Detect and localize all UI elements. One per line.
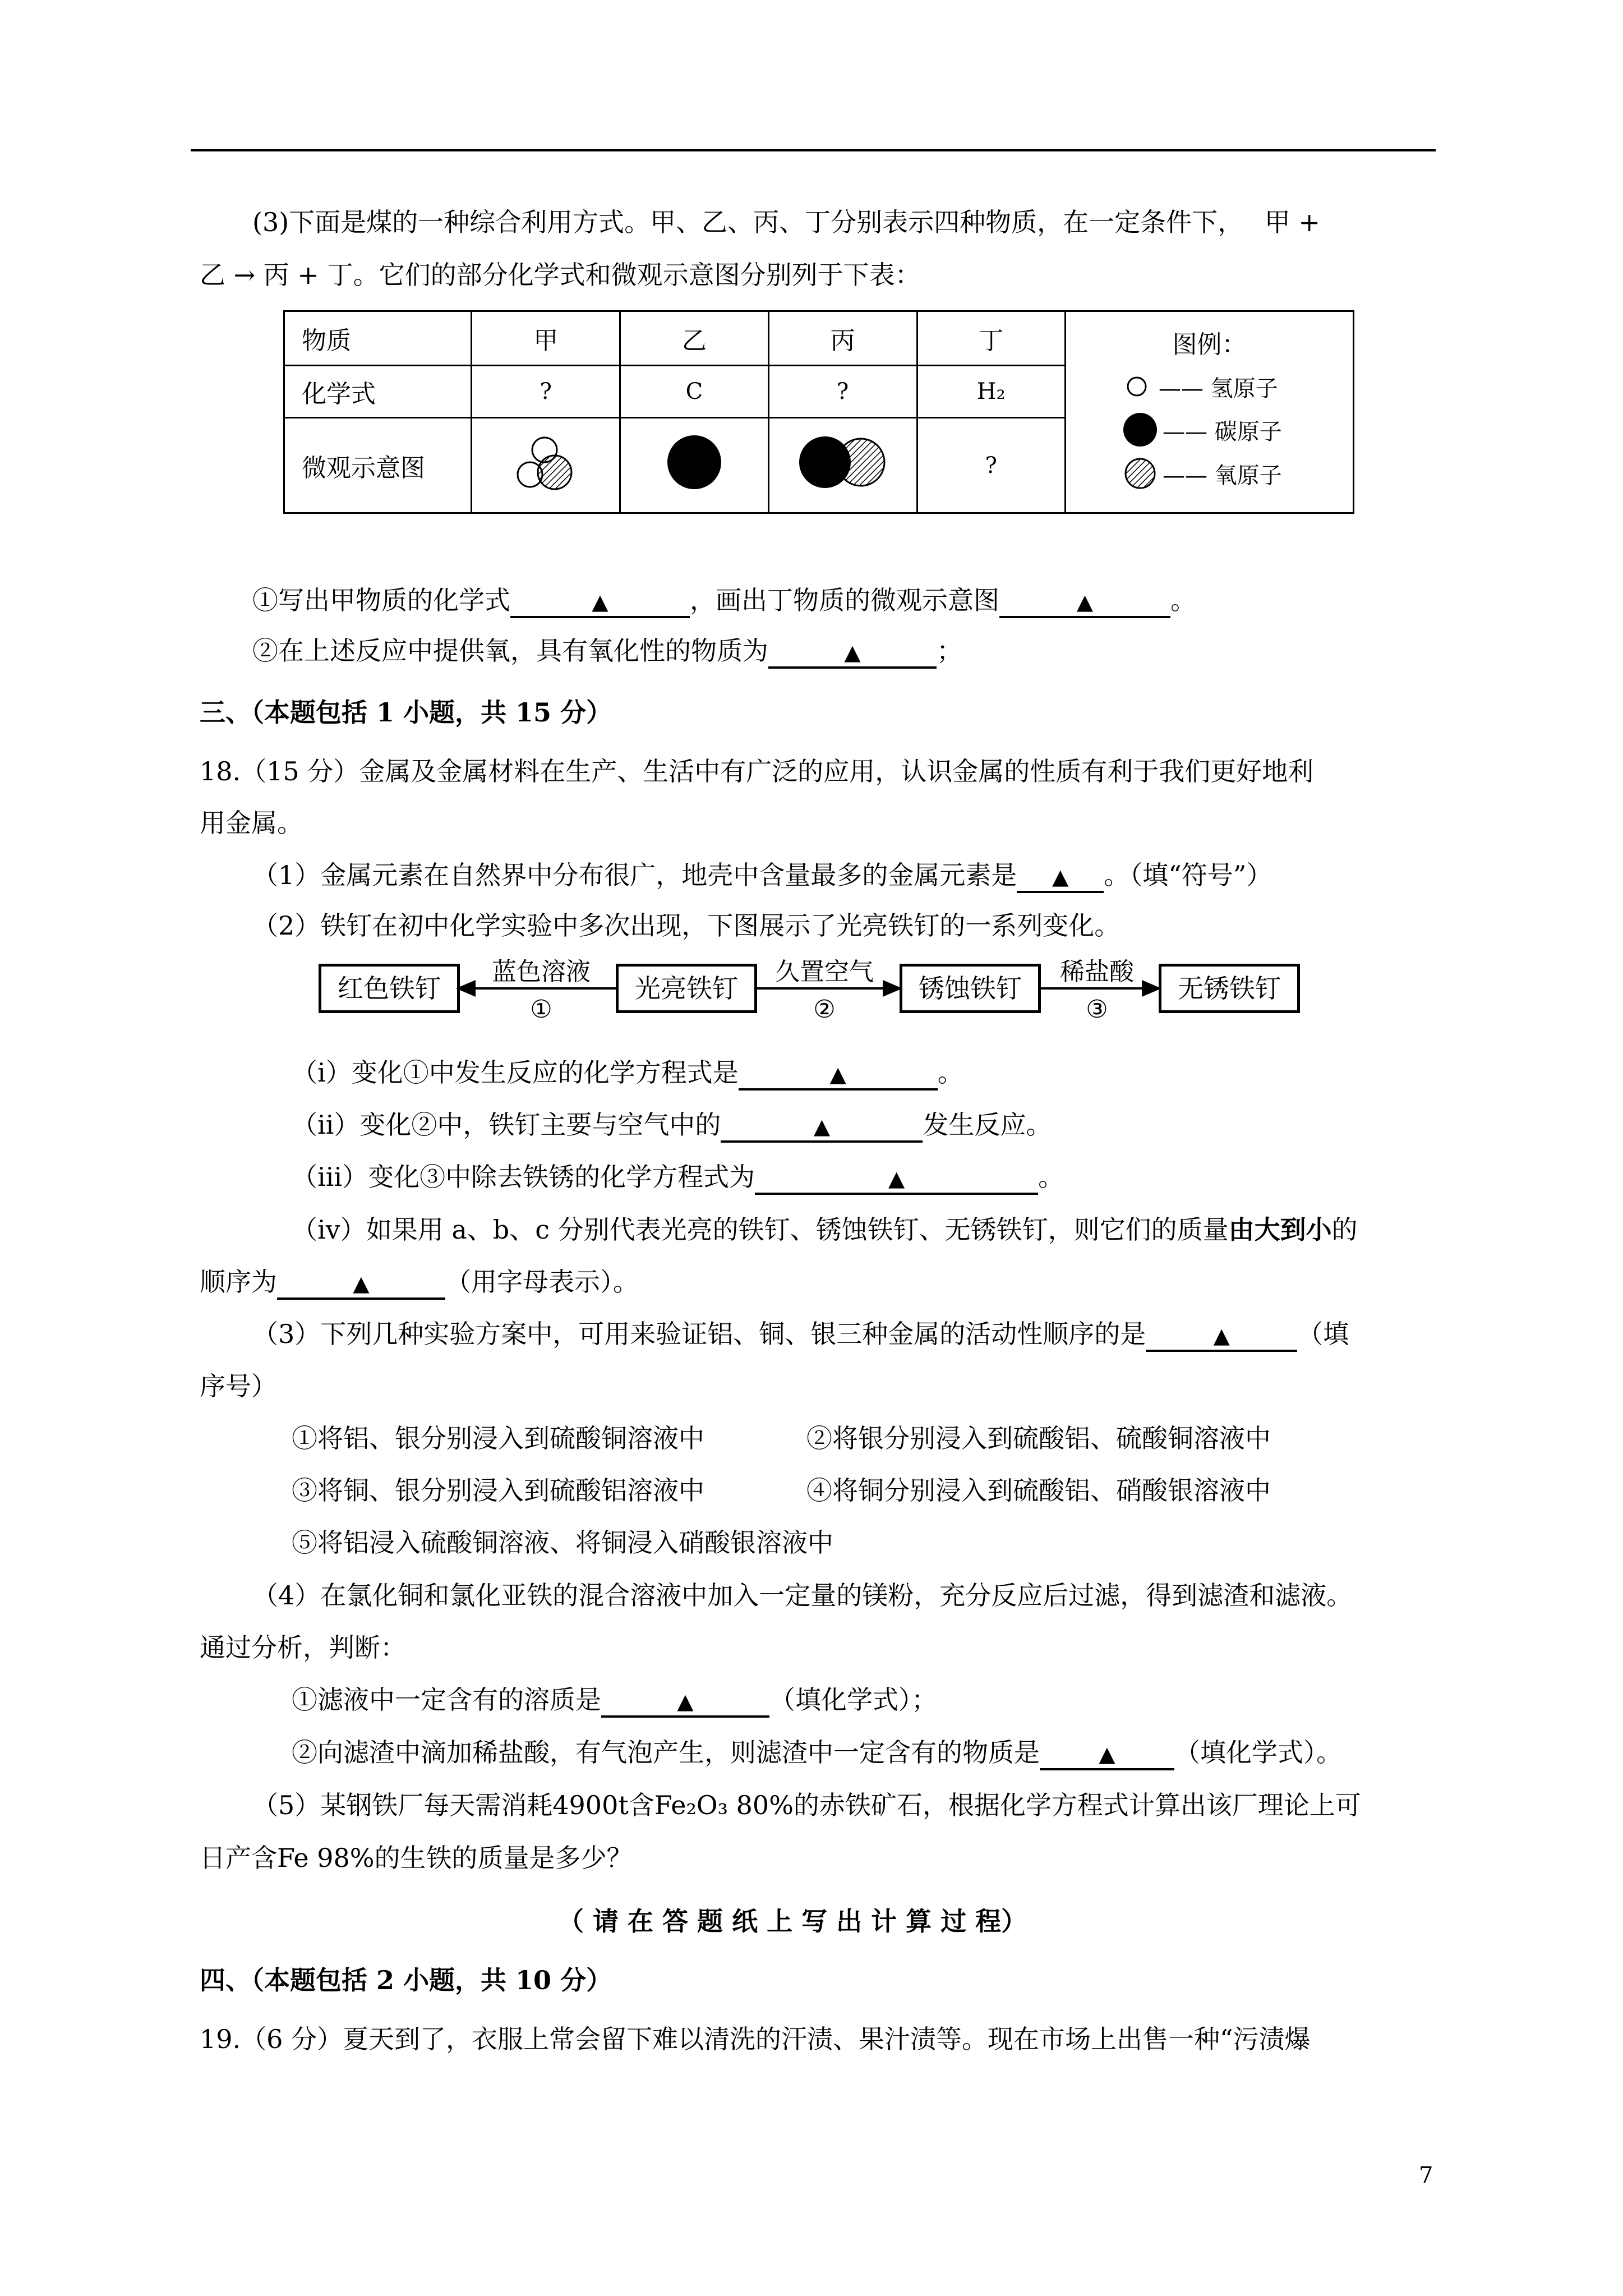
q18-part3-text: （3）下列几种实验方案中，可用来验证铝、铜、银三种金属的活动性顺序的是 — [252, 1319, 1146, 1349]
flow-box-rusty-nail: 锈蚀铁钉 — [900, 964, 1041, 1013]
q18-part4-line2: 通过分析，判断： — [200, 1632, 406, 1663]
triangle-icon: ▲ — [813, 1114, 831, 1139]
q18-sub-iv2-post: （用字母表示）。 — [445, 1267, 639, 1297]
triangle-icon: ▲ — [1213, 1323, 1230, 1348]
q18-sub-iv — [292, 1213, 1358, 1246]
arrow-2-top-label: 久置空气 — [775, 958, 874, 986]
arrow-1-bottom-label: ① — [530, 995, 552, 1024]
q18-part4-a — [292, 1683, 937, 1718]
q18-sub-iii-post: 。 — [1038, 1162, 1064, 1192]
q18-sub-i-text: （ⅰ）变化①中发生反应的化学方程式是 — [292, 1057, 739, 1088]
q3-a-mid: ，画出丁物质的微观示意图 — [690, 585, 999, 615]
header-ding: 丁 — [917, 311, 1065, 366]
flow-box-rustfree-nail: 无锈铁钉 — [1159, 964, 1300, 1013]
triangle-icon: ▲ — [592, 590, 608, 614]
q18-sub-iv2-text: 顺序为 — [200, 1267, 277, 1297]
option-3: ③将铜、银分别浸入到硫酸铝溶液中 — [292, 1475, 704, 1506]
q18-part3 — [252, 1317, 1349, 1352]
q18-sub-iii — [292, 1160, 1064, 1195]
q3-intro-line1: (3)下面是煤的一种综合利用方式。甲、乙、丙、丁分别表示四种物质，在一定条件下， 甲 + — [252, 207, 1320, 237]
triangle-icon: ▲ — [677, 1689, 694, 1714]
header-substance: 物质 — [284, 311, 472, 366]
q18-part4-line1: （4）在氯化铜和氯化亚铁的混合溶液中加入一定量的镁粉，充分反应后过滤，得到滤渣和滤液。 — [252, 1580, 1353, 1611]
triangle-icon: ▲ — [829, 1062, 846, 1087]
q18-sub-iv-post: 的 — [1331, 1214, 1358, 1245]
formula-yi: C — [620, 366, 769, 418]
option-1: ①将铝、银分别浸入到硫酸铜溶液中 — [292, 1423, 704, 1453]
arrow-1-top-label: 蓝色溶液 — [492, 958, 591, 986]
option-2: ②将银分别浸入到硫酸铝、硫酸铜溶液中 — [806, 1423, 1271, 1453]
q18-sub-i-post: 。 — [937, 1057, 963, 1088]
q18-sub-iii-text: （ⅲ）变化③中除去铁锈的化学方程式为 — [292, 1162, 755, 1192]
q18-sub-iv-line2 — [200, 1265, 639, 1300]
q18-part4-a-text: ①滤液中一定含有的溶质是 — [292, 1685, 601, 1715]
q18-part3-line2: 序号） — [200, 1371, 277, 1401]
header-jia: 甲 — [472, 311, 620, 366]
header-yi: 乙 — [620, 311, 769, 366]
answer-blank[interactable] — [1040, 1738, 1174, 1770]
legend-label-oxygen: —— 氧原子 — [1162, 462, 1282, 489]
q18-part2: （2）铁钉在初中化学实验中多次出现，下图展示了光亮铁钉的一系列变化。 — [252, 910, 1121, 941]
q3-a-text: ①写出甲物质的化学式 — [252, 585, 510, 615]
triangle-icon: ▲ — [353, 1271, 370, 1296]
q18-part3-post: （填 — [1297, 1319, 1349, 1349]
triangle-icon: ▲ — [888, 1166, 905, 1191]
q18-sub-ii-text: （ⅱ）变化②中，铁钉主要与空气中的 — [292, 1110, 721, 1140]
answer-blank[interactable] — [1146, 1320, 1297, 1352]
flow-box-red-nail: 红色铁钉 — [319, 964, 460, 1013]
q18-sub-i — [292, 1056, 963, 1091]
triangle-icon: ▲ — [1076, 590, 1094, 614]
calculation-note: （ 请 在 答 题 纸 上 写 出 计 算 过 程） — [558, 1906, 1027, 1936]
flow-arrows — [0, 0, 1623, 1066]
q18-part1-text: （1）金属元素在自然界中分布很广，地壳中含量最多的金属元素是 — [252, 860, 1017, 890]
q18-sub-iv-bold: 由大到小 — [1228, 1214, 1332, 1245]
answer-blank[interactable] — [755, 1163, 1038, 1195]
q19-line1: 19.（6 分）夏天到了，衣服上常会留下难以清洗的汗渍、果汁渍等。现在市场上出售一种“污渍爆 — [200, 2024, 1311, 2054]
answer-blank[interactable] — [601, 1686, 769, 1718]
triangle-icon: ▲ — [844, 640, 861, 665]
section-3-heading: 三、（本题包括 1 小题，共 15 分） — [200, 697, 612, 728]
legend-label-carbon: —— 碳原子 — [1162, 418, 1282, 445]
q18-part4-b-text: ②向滤渣中滴加稀盐酸，有气泡产生，则滤渣中一定含有的物质是 — [292, 1737, 1040, 1768]
answer-blank[interactable] — [721, 1111, 923, 1143]
q18-part1-post: 。（填“符号”） — [1104, 860, 1272, 890]
answer-blank[interactable] — [739, 1059, 938, 1091]
legend-label-hydrogen: —— 氢原子 — [1158, 375, 1278, 402]
header-bing: 丙 — [768, 311, 917, 366]
q18-sub-ii-post: 发生反应。 — [923, 1110, 1052, 1140]
page-number: 7 — [1419, 2162, 1433, 2188]
formula-bing: ? — [768, 366, 917, 418]
q18-part5-line2: 日产含Fe 98%的生铁的质量是多少？ — [200, 1843, 633, 1873]
arrow-3-top-label: 稀盐酸 — [1060, 958, 1134, 986]
q18-sub-iv-text: （ⅳ）如果用 a、b、c 分别代表光亮的铁钉、锈蚀铁钉、无锈铁钉，则它们的质量 — [292, 1214, 1229, 1245]
answer-blank[interactable] — [277, 1268, 445, 1300]
q18-part4-b-post: （填化学式）。 — [1174, 1737, 1342, 1768]
row-micro-label: 微观示意图 — [284, 418, 472, 513]
row-formula-label: 化学式 — [284, 366, 472, 418]
q18-intro-line1: 18.（15 分）金属及金属材料在生产、生活中有广泛的应用，认识金属的性质有利于我们更好地利 — [200, 756, 1314, 786]
arrow-2-bottom-label: ② — [813, 995, 836, 1024]
q3-b-post: ； — [937, 636, 962, 666]
triangle-icon: ▲ — [1099, 1742, 1115, 1766]
triangle-icon: ▲ — [1052, 864, 1069, 889]
formula-ding: H₂ — [917, 366, 1065, 418]
q3-b-text: ②在上述反应中提供氧，具有氧化性的物质为 — [252, 636, 768, 666]
legend-title: 图例： — [1172, 330, 1247, 359]
formula-jia: ? — [472, 366, 620, 418]
q18-part4-a-post: （填化学式）； — [769, 1685, 937, 1715]
option-5: ⑤将铝浸入硫酸铜溶液、将铜浸入硝酸银溶液中 — [292, 1527, 833, 1558]
flow-box-shiny-nail: 光亮铁钉 — [616, 964, 757, 1013]
q18-intro-line2: 用金属。 — [200, 808, 303, 838]
q3-a-post: 。 — [1170, 585, 1196, 615]
q18-part5-line1: （5）某钢铁厂每天需消耗4900t含Fe₂O₃ 80%的赤铁矿石，根据化学方程式计算出该厂理论上可 — [252, 1790, 1361, 1820]
section-4-heading: 四、（本题包括 2 小题，共 10 分） — [200, 1965, 612, 1995]
option-4: ④将铜分别浸入到硫酸铝、硝酸银溶液中 — [806, 1475, 1271, 1506]
q18-sub-ii — [292, 1108, 1052, 1143]
arrow-3-bottom-label: ③ — [1086, 995, 1108, 1024]
q18-part4-b — [292, 1736, 1342, 1770]
micro-ding: ? — [917, 418, 1065, 513]
q3-intro-line2: 乙 → 丙 + 丁。它们的部分化学式和微观示意图分别列于下表： — [200, 260, 921, 290]
